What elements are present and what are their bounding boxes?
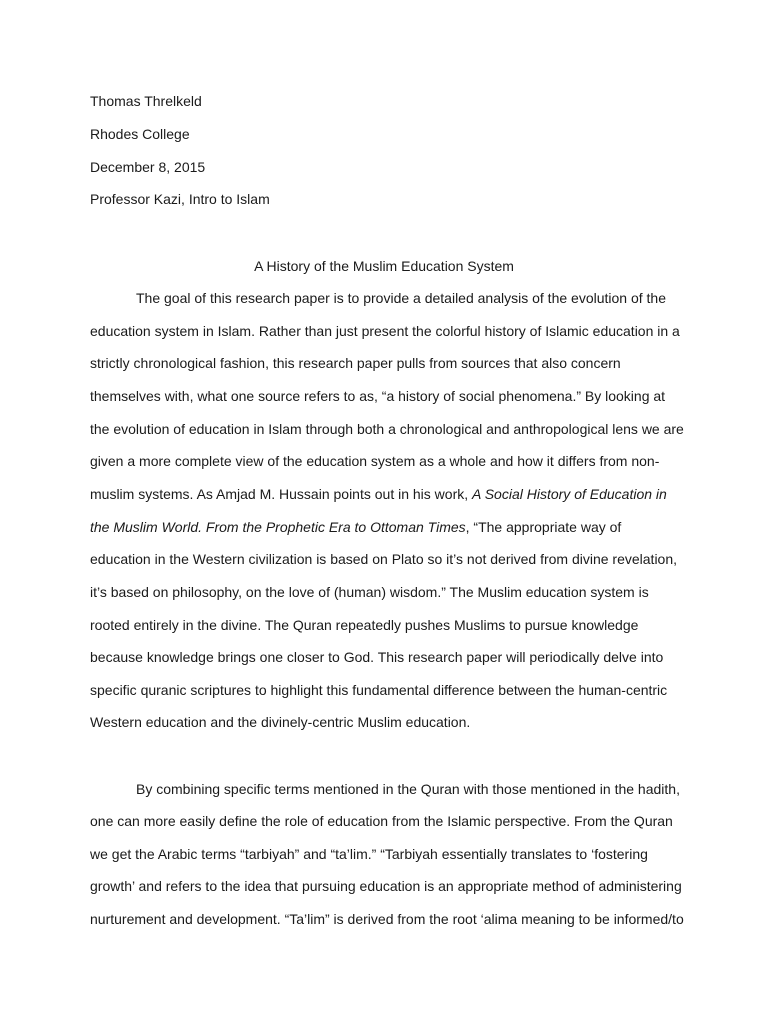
paragraph-1-line: rooted entirely in the divine. The Quran repeatedly pushes Muslims to pursue knowledge xyxy=(90,617,639,633)
paragraph-1-line: strictly chronological fashion, this research paper pulls from sources that also concern xyxy=(90,355,621,371)
paragraph-1-text: , “The appropriate way of xyxy=(465,519,622,535)
paragraph-1-line: because knowledge brings one closer to God. This research paper will periodically delve into xyxy=(90,649,664,665)
course-info: Professor Kazi, Intro to Islam xyxy=(90,191,270,207)
paragraph-2-line: one can more easily define the role of education from the Islamic perspective. From the Quran xyxy=(90,813,673,829)
paragraph-1-line: education in the Western civilization is based on Plato so it’s not derived from divine revelation, xyxy=(90,551,678,567)
paragraph-1-line: themselves with, what one source refers to as, “a history of social phenomena.” By looking at xyxy=(90,388,666,404)
paragraph-1-text: muslim systems. As Amjad M. Hussain points out in his work, xyxy=(90,486,473,502)
paragraph-1-line: specific quranic scriptures to highlight this fundamental difference between the human-centric xyxy=(90,682,668,698)
paragraph-2-line: By combining specific terms mentioned in the Quran with those mentioned in the hadith, xyxy=(136,781,680,797)
paragraph-1-line: Western education and the divinely-centric Muslim education. xyxy=(90,714,471,730)
paper-date: December 8, 2015 xyxy=(90,159,206,175)
paragraph-1-line xyxy=(90,485,667,503)
cited-work-title: A Social History of Education in xyxy=(472,486,667,502)
author-name: Thomas Threlkeld xyxy=(90,93,202,109)
institution-name: Rhodes College xyxy=(90,126,190,142)
paragraph-1-line xyxy=(90,518,621,536)
paragraph-1-line: it’s based on philosophy, on the love of (human) wisdom.” The Muslim education system is xyxy=(90,584,649,600)
paragraph-1-line: education system in Islam. Rather than just present the colorful history of Islamic education in a xyxy=(90,323,680,339)
paper-title: A History of the Muslim Education System xyxy=(254,258,514,274)
paragraph-1-line: The goal of this research paper is to provide a detailed analysis of the evolution of the xyxy=(136,290,666,306)
paragraph-1-line: given a more complete view of the education system as a whole and how it differs from non- xyxy=(90,453,660,469)
cited-work-title: the Muslim World. From the Prophetic Era to Ottoman Times xyxy=(90,519,466,535)
paragraph-2-line: growth’ and refers to the idea that pursuing education is an appropriate method of administering xyxy=(90,878,682,894)
paragraph-2-line: we get the Arabic terms “tarbiyah” and “ta’lim.” “Tarbiyah essentially translates to ‘fostering xyxy=(90,846,648,862)
paragraph-2-line: nurturement and development. “Ta’lim” is derived from the root ‘alima meaning to be informed/to xyxy=(90,911,684,927)
paragraph-1-line: the evolution of education in Islam through both a chronological and anthropological lens we are xyxy=(90,421,684,437)
